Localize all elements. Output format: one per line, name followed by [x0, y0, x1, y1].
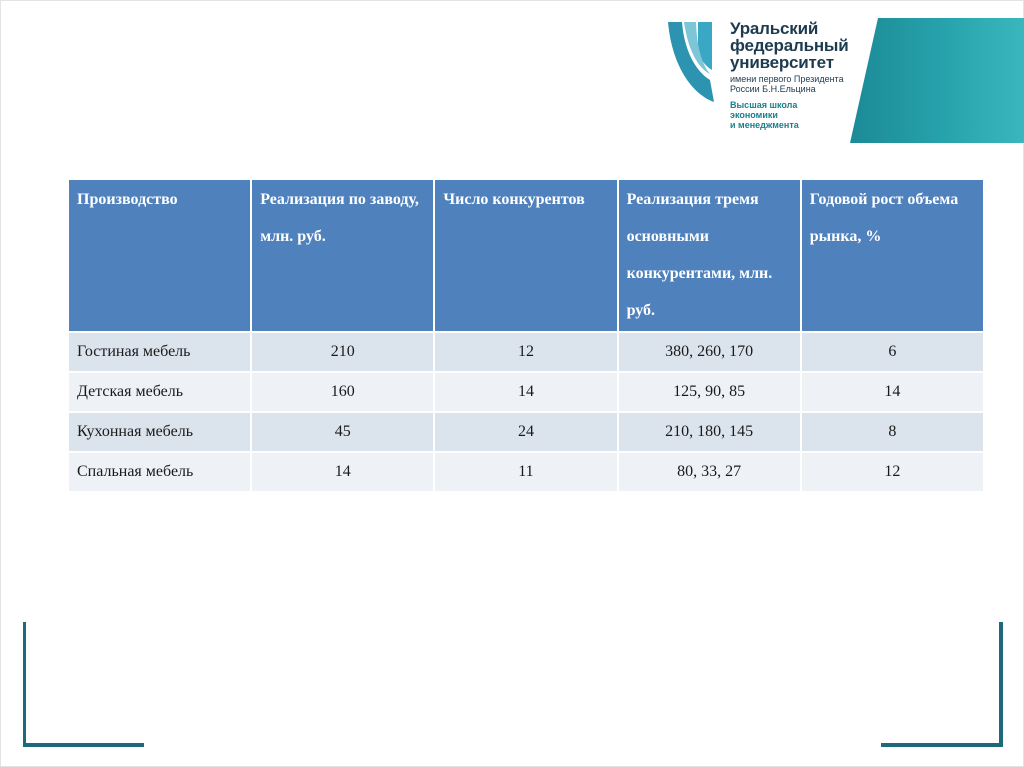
corner-bracket-left: [23, 622, 26, 747]
table-cell: 14: [435, 373, 616, 411]
logo-title-line: федеральный: [730, 36, 849, 55]
table-cell: 14: [252, 453, 433, 491]
table-cell: Детская мебель: [69, 373, 250, 411]
table-header-row: [69, 180, 983, 331]
logo-subtitle: [730, 74, 860, 94]
table-row: [69, 413, 983, 451]
table-cell: 210: [252, 333, 433, 371]
furniture-market-table: [67, 178, 985, 493]
table-cell: 125, 90, 85: [619, 373, 800, 411]
table-cell: 210, 180, 145: [619, 413, 800, 451]
table-cell: 8: [802, 413, 983, 451]
table-row: [69, 453, 983, 491]
table-cell: Гостиная мебель: [69, 333, 250, 371]
logo-text: [730, 20, 860, 130]
table-row: [69, 373, 983, 411]
urfu-logo-icon: [664, 18, 726, 108]
table-cell: 45: [252, 413, 433, 451]
table-cell: 380, 260, 170: [619, 333, 800, 371]
header-cell: Реализация по заводу, млн. руб.: [252, 180, 433, 331]
table-cell: Спальная мебель: [69, 453, 250, 491]
table-cell: 24: [435, 413, 616, 451]
table-cell: 12: [435, 333, 616, 371]
corner-bracket-left: [23, 743, 144, 747]
table-cell: 160: [252, 373, 433, 411]
table-cell: Кухонная мебель: [69, 413, 250, 451]
table-cell: 6: [802, 333, 983, 371]
corner-bracket-right: [881, 743, 1003, 747]
logo-school-line: Высшая школа: [730, 100, 798, 110]
logo-school-line: экономики: [730, 110, 778, 120]
logo-title: [730, 20, 860, 71]
logo-title-line: университет: [730, 53, 834, 72]
header-cell: Годовой рост объема рынка, %: [802, 180, 983, 331]
table-cell: 12: [802, 453, 983, 491]
table-cell: 11: [435, 453, 616, 491]
logo-school-line: и менеджмента: [730, 120, 799, 130]
logo-teal-band: [850, 18, 1024, 143]
header-cell: Число конкурентов: [435, 180, 616, 331]
logo-subtitle-line: имени первого Президента: [730, 74, 844, 84]
header-cell: Реализация тремя основными конкурентами, млн. руб.: [619, 180, 800, 331]
table-cell: 14: [802, 373, 983, 411]
table-cell: 80, 33, 27: [619, 453, 800, 491]
header-cell: Производство: [69, 180, 250, 331]
logo-subtitle-line: России Б.Н.Ельцина: [730, 84, 816, 94]
logo-title-line: Уральский: [730, 19, 819, 38]
corner-bracket-right: [999, 622, 1003, 747]
table-row: [69, 333, 983, 371]
logo-school-name: [730, 100, 860, 130]
